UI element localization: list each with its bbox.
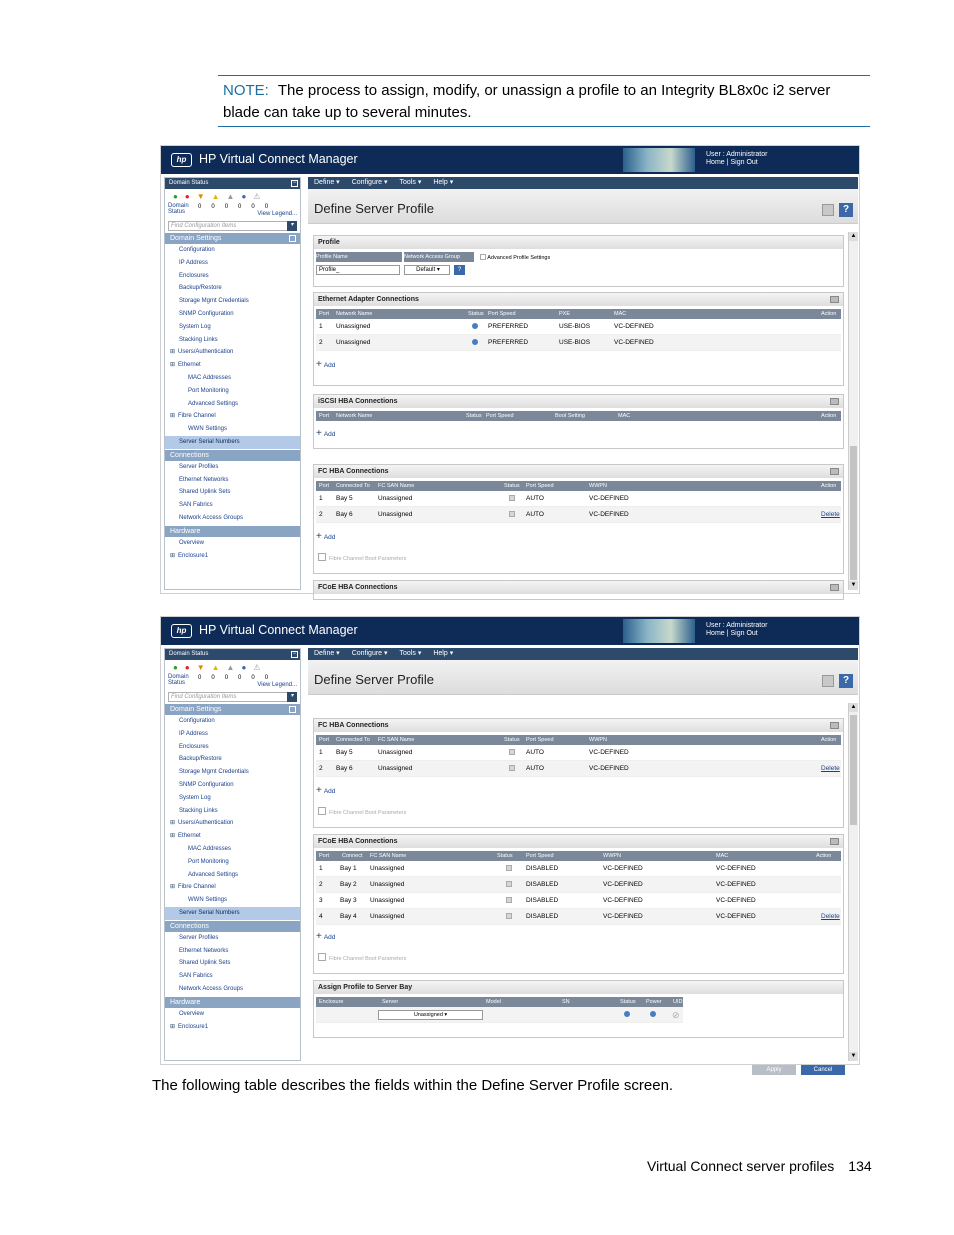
minimize-icon[interactable]: − <box>292 180 297 186</box>
minimize-icon[interactable] <box>830 296 839 303</box>
menu-configure[interactable]: Configure ▾ <box>352 177 388 189</box>
nav-enclosures[interactable]: Enclosures <box>179 743 209 750</box>
nav-backup-restore[interactable]: Backup/Restore <box>179 756 222 763</box>
nav-ip-address[interactable]: IP Address <box>179 730 208 737</box>
note-label: NOTE: <box>223 82 269 99</box>
uid-icon[interactable]: ⊘ <box>672 1010 680 1020</box>
user-info <box>706 151 767 167</box>
content-area <box>308 703 847 1073</box>
menu-tools[interactable]: Tools ▾ <box>400 177 422 189</box>
find-input[interactable]: Find Configuration Items ▾ <box>168 692 297 702</box>
count-disabled: 0 <box>264 675 269 681</box>
nav-ethernet[interactable]: ⊞ Ethernet <box>165 830 300 843</box>
nav-stacking-links[interactable]: Stacking Links <box>179 807 218 814</box>
nav-san-fabrics[interactable]: SAN Fabrics <box>179 502 213 509</box>
nav-ip-address[interactable]: IP Address <box>179 259 208 266</box>
major-icon: ▼ <box>196 192 205 201</box>
nav-server-serial[interactable]: Server Serial Numbers <box>165 436 300 449</box>
page-title: Define Server Profile <box>314 672 434 687</box>
nav-server-profiles[interactable]: Server Profiles <box>179 934 219 941</box>
add-fcoe-link[interactable]: + Add <box>316 931 335 942</box>
print-icon[interactable] <box>822 675 834 687</box>
minimize-icon[interactable] <box>830 722 839 729</box>
count-warning: 0 <box>238 675 242 681</box>
add-ethernet-link[interactable]: + Add <box>316 359 335 370</box>
fc-panel-title: FC HBA Connections <box>314 719 843 732</box>
domain-status-header: Domain Status − <box>165 649 300 660</box>
apply-button[interactable]: Apply <box>752 1065 796 1075</box>
status-icons <box>165 189 300 203</box>
ok-icon: ● <box>173 663 178 672</box>
app-title: HP Virtual Connect Manager <box>199 152 358 166</box>
vertical-scrollbar[interactable] <box>848 703 858 1061</box>
table-row[interactable]: 2 Unassigned PREFERRED USE-BIOS VC-DEFINED <box>316 335 841 351</box>
fcoe-header: Port Connect FC SAN Name Status Port Speed WWPN MAC Action <box>316 851 841 861</box>
fc-panel-title: FC HBA Connections <box>314 465 843 478</box>
section-hardware[interactable]: Hardware <box>165 997 300 1008</box>
menu-configure[interactable]: Configure ▾ <box>352 648 388 660</box>
minimize-icon[interactable] <box>830 468 839 475</box>
power-info-icon <box>650 1011 656 1017</box>
nav-san-fabrics[interactable]: SAN Fabrics <box>179 973 213 980</box>
nav-stacking-links[interactable]: Stacking Links <box>179 336 218 343</box>
count-info: 0 <box>251 675 255 681</box>
main-panel <box>308 177 858 590</box>
scroll-down-icon[interactable]: ▼ <box>850 1053 857 1059</box>
assign-panel <box>313 980 844 1038</box>
section-domain-settings[interactable]: Domain Settings <box>165 233 300 244</box>
info-icon: ● <box>241 192 247 201</box>
nav-wwn-settings[interactable]: WWN Settings <box>188 897 228 904</box>
nav-storage-credentials[interactable]: Storage Mgmt Credentials <box>179 769 249 776</box>
vertical-scrollbar[interactable] <box>848 232 858 590</box>
nav-fibre-channel[interactable]: ⊞ Fibre Channel <box>165 881 300 894</box>
minimize-icon[interactable]: − <box>292 651 297 657</box>
ethernet-panel <box>313 292 844 386</box>
profile-name-input[interactable]: Profile_ <box>316 265 400 275</box>
find-input[interactable]: Find Configuration Items ▾ <box>168 221 297 231</box>
cancel-button[interactable]: Cancel <box>801 1065 845 1075</box>
count-critical: 0 <box>211 675 215 681</box>
nav-system-log[interactable]: System Log <box>179 794 211 801</box>
page-footer <box>647 1158 872 1174</box>
nav-ethernet-networks[interactable]: Ethernet Networks <box>179 476 229 483</box>
fc-boot-params-checkbox[interactable]: Fibre Channel Boot Parameters <box>318 807 406 816</box>
nav-mac-addresses[interactable]: MAC Addresses <box>188 845 232 852</box>
profile-panel-title: Profile <box>314 236 843 249</box>
table-row[interactable] <box>316 1007 683 1023</box>
delete-link[interactable]: Delete <box>821 765 840 772</box>
fcoe-panel-title: FCoE HBA Connections <box>314 835 843 848</box>
nav-network-access-groups[interactable]: Network Access Groups <box>179 985 244 992</box>
delete-link[interactable]: Delete <box>821 511 840 518</box>
banner-image <box>623 619 695 643</box>
status-checkbox[interactable] <box>506 881 512 887</box>
section-connections[interactable]: Connections <box>165 921 300 932</box>
add-iscsi-link[interactable]: + Add <box>316 428 335 439</box>
unknown-icon: ▲ <box>226 663 235 672</box>
status-checkbox[interactable] <box>509 749 515 755</box>
nav-configuration[interactable]: Configuration <box>179 718 215 724</box>
body-paragraph: The following table describes the fields within the Define Server Profile screen. <box>152 1077 674 1094</box>
col-network-access-group: Network Access Group <box>404 252 474 262</box>
view-legend-link[interactable]: View Legend... <box>257 682 297 688</box>
fc-header: Port Connected To FC SAN Name Status Port Speed WWPN Action <box>316 481 841 491</box>
assign-panel-title: Assign Profile to Server Bay <box>314 981 843 994</box>
search-go-icon[interactable]: ▾ <box>287 692 297 702</box>
menu-help[interactable]: Help ▾ <box>433 177 453 189</box>
nav-wwn-settings[interactable]: WWN Settings <box>188 426 228 433</box>
nav-enclosure1[interactable]: ⊞ Enclosure1 <box>165 550 300 563</box>
count-critical: 0 <box>211 204 215 210</box>
home-link[interactable]: Home <box>706 630 725 637</box>
iscsi-header: Port Network Name Status Port Speed Boot Setting MAC Action <box>316 411 841 421</box>
disabled-icon: ⚠ <box>253 192 261 201</box>
profile-panel <box>313 235 844 287</box>
table-row[interactable]: 1 Bay 1 Unassigned DISABLED VC-DEFINED VC-DEFINED <box>316 861 841 877</box>
delete-link[interactable]: Delete <box>821 913 840 920</box>
count-major: 0 <box>224 204 229 210</box>
note-box <box>218 75 870 127</box>
assign-header: Enclosure Server Model SN Status Power UID <box>316 997 683 1007</box>
critical-icon: ● <box>184 663 190 672</box>
main-panel <box>308 648 858 1073</box>
fc-boot-params-checkbox[interactable]: Fibre Channel Boot Parameters <box>318 553 406 562</box>
nav-shared-uplink-sets[interactable]: Shared Uplink Sets <box>179 960 231 967</box>
domain-status-link[interactable]: Domain Status <box>168 674 189 686</box>
link-separator: | <box>726 630 729 637</box>
ethernet-panel-title: Ethernet Adapter Connections <box>314 293 843 306</box>
status-checkbox[interactable] <box>509 511 515 517</box>
content-area <box>308 232 847 590</box>
fc-panel <box>313 464 844 574</box>
scroll-down-icon[interactable]: ▼ <box>850 582 857 588</box>
home-link[interactable]: Home <box>706 159 725 166</box>
menu-help[interactable]: Help ▾ <box>433 648 453 660</box>
menu-bar <box>308 648 858 660</box>
status-checkbox[interactable] <box>506 865 512 871</box>
link-separator: | <box>726 159 729 166</box>
status-checkbox[interactable] <box>506 897 512 903</box>
warning-icon: ▲ <box>211 192 220 201</box>
page-number: 134 <box>848 1158 872 1174</box>
nav-port-monitoring[interactable]: Port Monitoring <box>188 387 229 394</box>
search-go-icon[interactable]: ▾ <box>287 221 297 231</box>
nav-storage-credentials[interactable]: Storage Mgmt Credentials <box>179 298 249 305</box>
fc-panel <box>313 718 844 828</box>
nav-network-access-groups[interactable]: Network Access Groups <box>179 514 244 521</box>
advanced-settings-checkbox[interactable]: Advanced Profile Settings <box>480 254 550 261</box>
count-disabled: 0 <box>264 204 269 210</box>
section-hardware[interactable]: Hardware <box>165 526 300 537</box>
iscsi-panel-title: iSCSI HBA Connections <box>314 395 843 408</box>
nav-advanced-settings[interactable]: Advanced Settings <box>188 400 239 407</box>
banner-image <box>623 148 695 172</box>
user-info <box>706 622 767 638</box>
menu-bar <box>308 177 858 189</box>
help-icon[interactable]: ? <box>839 203 853 217</box>
col-profile-name: Profile Name <box>316 252 402 262</box>
footer-section: Virtual Connect server profiles <box>647 1158 835 1174</box>
minimize-icon[interactable] <box>830 398 839 405</box>
status-checkbox[interactable] <box>506 913 512 919</box>
left-nav <box>164 177 301 590</box>
ok-icon: ● <box>173 192 178 201</box>
minimize-icon[interactable] <box>830 584 839 591</box>
collapse-icon[interactable] <box>289 235 296 242</box>
count-ok: 0 <box>198 675 202 681</box>
scroll-thumb[interactable] <box>850 446 857 580</box>
status-info-icon <box>472 323 478 329</box>
iscsi-panel <box>313 394 844 449</box>
nav-configuration[interactable]: Configuration <box>179 247 215 253</box>
count-ok: 0 <box>198 204 202 210</box>
app-header <box>161 146 859 174</box>
user-label: User : Administrator <box>706 151 768 158</box>
nav-overview[interactable]: Overview <box>179 1010 205 1017</box>
app-header <box>161 617 859 645</box>
page-title-bar <box>308 189 858 224</box>
nav-users-auth[interactable]: ⊞ Users/Authentication <box>165 817 300 830</box>
fcoe-panel <box>313 580 844 600</box>
nav-server-profiles[interactable]: Server Profiles <box>179 463 219 470</box>
scroll-up-icon[interactable]: ▲ <box>850 233 857 239</box>
status-info-icon <box>624 1011 630 1017</box>
section-domain-settings[interactable]: Domain Settings <box>165 704 300 715</box>
table-row[interactable]: 1 Bay 5 Unassigned AUTO VC-DEFINED <box>316 491 841 507</box>
table-row[interactable]: 2 Bay 6 Unassigned AUTO VC-DEFINED Delete <box>316 507 841 523</box>
page-title-bar <box>308 660 858 695</box>
table-row[interactable]: 3 Bay 3 Unassigned DISABLED VC-DEFINED VC-DEFINED <box>316 893 841 909</box>
major-icon: ▼ <box>196 663 205 672</box>
nav-overview[interactable]: Overview <box>179 539 205 546</box>
nav-snmp[interactable]: SNMP Configuration <box>179 781 234 788</box>
count-info: 0 <box>251 204 255 210</box>
table-row[interactable]: 2 Bay 2 Unassigned DISABLED VC-DEFINED VC-DEFINED <box>316 877 841 893</box>
hp-logo: hp <box>171 624 192 638</box>
domain-status-link[interactable]: Domain Status <box>168 203 189 215</box>
help-icon[interactable]: ? <box>454 265 465 275</box>
view-legend-link[interactable]: View Legend... <box>257 211 297 217</box>
status-checkbox[interactable] <box>509 765 515 771</box>
fcoe-panel <box>313 834 844 974</box>
count-warning: 0 <box>238 204 242 210</box>
menu-tools[interactable]: Tools ▾ <box>400 648 422 660</box>
table-row[interactable]: 4 Bay 4 Unassigned DISABLED VC-DEFINED VC-DEFINED Delete <box>316 909 841 925</box>
add-fc-link[interactable]: + Add <box>316 531 335 542</box>
sign-out-link[interactable]: Sign Out <box>730 159 758 166</box>
minimize-icon[interactable] <box>830 838 839 845</box>
screenshot-profile-bottom <box>160 616 860 1073</box>
note-text: The process to assign, modify, or unassign a profile to an Integrity BL8x0c i2 server blade can take up to several minutes. <box>223 82 831 121</box>
sign-out-link[interactable]: Sign Out <box>730 630 758 637</box>
status-checkbox[interactable] <box>509 495 515 501</box>
add-fc-link[interactable]: + Add <box>316 785 335 796</box>
nav-backup-restore[interactable]: Backup/Restore <box>179 285 222 292</box>
nav-system-log[interactable]: System Log <box>179 323 211 330</box>
user-label: User : Administrator <box>706 622 768 629</box>
table-row[interactable]: 1 Bay 5 Unassigned AUTO VC-DEFINED <box>316 745 841 761</box>
nav-enclosures[interactable]: Enclosures <box>179 272 209 279</box>
page-title: Define Server Profile <box>314 201 434 216</box>
section-connections[interactable]: Connections <box>165 450 300 461</box>
warning-icon: ▲ <box>211 663 220 672</box>
nav-server-serial[interactable]: Server Serial Numbers <box>165 907 300 920</box>
app-title: HP Virtual Connect Manager <box>199 623 358 637</box>
info-icon: ● <box>241 663 247 672</box>
ethernet-header: Port Network Name Status Port Speed PXE MAC Action <box>316 309 841 319</box>
nav-fibre-channel[interactable]: ⊞ Fibre Channel <box>165 410 300 423</box>
status-icons <box>165 660 300 674</box>
table-row[interactable]: 1 Unassigned PREFERRED USE-BIOS VC-DEFINED <box>316 319 841 335</box>
menu-define[interactable]: Define ▾ <box>314 177 340 189</box>
nav-port-monitoring[interactable]: Port Monitoring <box>188 858 229 865</box>
critical-icon: ● <box>184 192 190 201</box>
nav-shared-uplink-sets[interactable]: Shared Uplink Sets <box>179 489 231 496</box>
help-icon[interactable]: ? <box>839 674 853 688</box>
disabled-icon: ⚠ <box>253 663 261 672</box>
nav-ethernet[interactable]: ⊞ Ethernet <box>165 359 300 372</box>
unknown-icon: ▲ <box>226 192 235 201</box>
nav-enclosure1[interactable]: ⊞ Enclosure1 <box>165 1021 300 1034</box>
count-major: 0 <box>224 675 229 681</box>
screenshot-profile-top <box>160 145 860 594</box>
fcoe-boot-params-checkbox[interactable]: Fibre Channel Boot Parameters <box>318 953 406 962</box>
server-select[interactable]: Unassigned ▾ <box>378 1010 483 1020</box>
nav-ethernet-networks[interactable]: Ethernet Networks <box>179 947 229 954</box>
collapse-icon[interactable] <box>289 706 296 713</box>
status-info-icon <box>472 339 478 345</box>
table-row[interactable]: 2 Bay 6 Unassigned AUTO VC-DEFINED Delete <box>316 761 841 777</box>
nav-snmp[interactable]: SNMP Configuration <box>179 310 234 317</box>
domain-status-header: Domain Status − <box>165 178 300 189</box>
fcoe-panel-title: FCoE HBA Connections <box>314 581 843 594</box>
hp-logo: hp <box>171 153 192 167</box>
print-icon[interactable] <box>822 204 834 216</box>
fc-header: Port Connected To FC SAN Name Status Port Speed WWPN Action <box>316 735 841 745</box>
scroll-up-icon[interactable]: ▲ <box>850 704 857 710</box>
nav-users-auth[interactable]: ⊞ Users/Authentication <box>165 346 300 359</box>
menu-define[interactable]: Define ▾ <box>314 648 340 660</box>
scroll-thumb[interactable] <box>850 715 857 825</box>
nav-mac-addresses[interactable]: MAC Addresses <box>188 374 232 381</box>
nav-advanced-settings[interactable]: Advanced Settings <box>188 871 239 878</box>
nag-select[interactable]: Default ▾ <box>404 265 450 275</box>
left-nav <box>164 648 301 1061</box>
